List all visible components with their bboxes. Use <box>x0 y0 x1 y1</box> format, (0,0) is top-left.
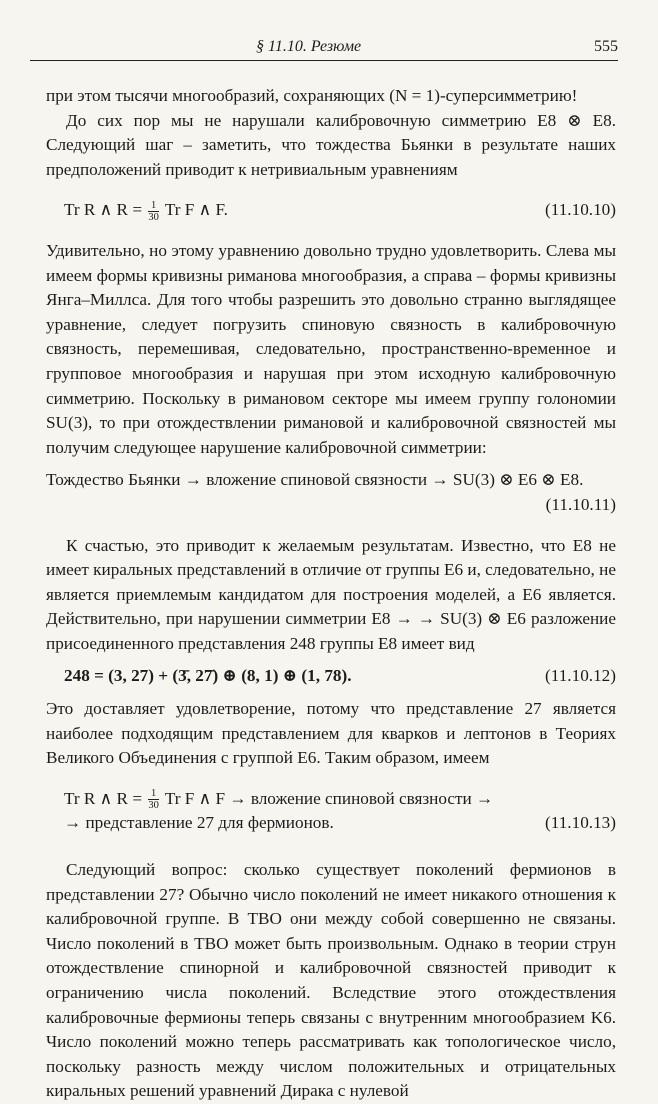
fraction: $\frac{1}{30}$ <box>148 788 159 812</box>
equation-body: Тождество Бьянки → вложение спиновой связности → SU(3) ⊗ E6 ⊗ E8. <box>46 470 584 490</box>
paragraph-3: Удивительно, но этому уравнению довольно трудно удовлетворить. Слева мы имеем формы кривизны риманова многообразия, а справа – формы кривизны Янга–Миллса. Для того чтобы разрешить это довольно странно выглядящее уравнение, следует погрузить спиновую связность в калибровочную связность, перемешивая, следовательно, пространственно-временное и групповое многообразия и нарушая при этом исходную калибровочную симметрию. Поскольку в римановом секторе мы имеем группу голономии SU(3), то при отождествлении римановой и калибровочной связностей мы получим следующее нарушение калибровочной симметрии: <box>46 240 616 457</box>
paragraph-5: Это доставляет удовлетворение, потому что представление 27 является наиболее подходящим представлением для кварков и лептонов в Теориях Великого Объединения с группой E6. Таким образом, имеем <box>46 699 616 768</box>
running-header <box>30 36 618 61</box>
equation-11-10-12 <box>46 664 616 689</box>
paragraph-1: при этом тысячи многообразий, сохраняющих (N = 1)-суперсимметрию! <box>46 86 578 105</box>
fraction: $\frac{1}{30}$ <box>148 199 159 223</box>
equation-11-10-13 <box>46 787 616 836</box>
paragraph-6: Следующий вопрос: сколько существует поколений фермионов в представлении 27? Обычно число поколений не имеет никакого отношения к калибровочной группе. В ТВО они между собой совершенно не связаны. Число поколений в ТВО может быть произвольным. Однако в теории струн отождествление спинорной и калибровочной связностей приводит к ограничению числа поколений. Вследствие этого отождествления калибровочные фермионы теперь связаны с внутренним многообразием K6. Число поколений можно теперь рассматривать как топологическое число, поскольку разность между числом положительных и отрицательных киральных решений уравнений Дирака с нулевой <box>46 860 616 1101</box>
equation-line-2: → представление 27 для фермионов. (11.10.13) <box>46 811 616 836</box>
equation-body: Tr R ∧ R = $\frac{1}{30}$ Tr F ∧ F. <box>64 199 228 223</box>
running-title: § 11.10. Резюме <box>256 38 362 55</box>
paragraph-2: До сих пор мы не нарушали калибровочную симметрию E8 ⊗ E8. Следующий шаг – заметить, что тождества Бьянки в результате наших предположений приводит к нетривиальным уравнениям <box>46 110 616 179</box>
equation-11-10-10 <box>46 198 616 223</box>
equation-number: (11.10.10) <box>545 200 616 220</box>
main-text <box>46 84 616 1104</box>
page-number: 555 <box>594 38 618 55</box>
equation-body: 248 = (3, 27) + (3̄, 27̄) ⊕ (8, 1) ⊕ (1, 78). <box>64 666 352 686</box>
equation-line-1: Tr R ∧ R = $\frac{1}{30}$ Tr F ∧ F → вложение спиновой связности → <box>64 788 494 812</box>
equation-number: (11.10.13) <box>545 813 616 833</box>
equation-number: (11.10.11) <box>545 494 616 514</box>
equation-11-10-11 <box>46 468 616 517</box>
paragraph-4: К счастью, это приводит к желаемым результатам. Известно, что E8 не имеет киральных представлений в отличие от группы E6 и, следовательно, не является приемлемым кандидатом для построения моделей, а E6 является. Действительно, при нарушении симметрии E8 → → SU(3) ⊗ E6 разложение присоединенного представления 248 группы E8 имеет вид <box>46 535 616 653</box>
equation-number: (11.10.12) <box>545 666 616 686</box>
